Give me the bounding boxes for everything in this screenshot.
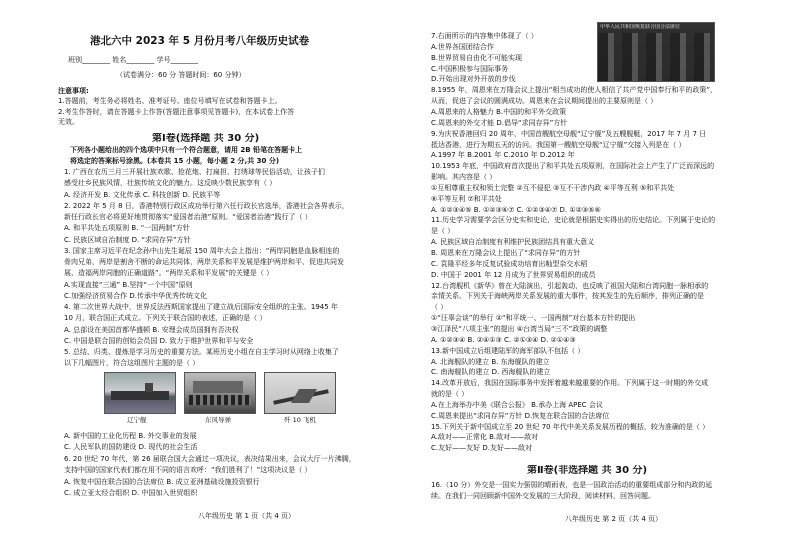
- text-line: A. 新中国的工业化历程 B. 外交事业的发展: [64, 432, 197, 440]
- text-line: 新任行政长官必将更好地贯彻落实“爱国者治港”原则。“爱国者治港”践行了（ ）: [64, 213, 312, 221]
- text-line: A.敌对——正常化 B.敌对——敌对: [431, 433, 539, 442]
- photo-dongfeng-missile: [184, 372, 256, 414]
- text-line: A.实现直接“三通” B.坚持“一个中国”原则: [64, 280, 193, 289]
- text-line: 15.下列关于新中国成立至 20 世纪 70 年代中美关系发展历程的概括，较为准确的是（ ）: [431, 422, 710, 431]
- text-line: 亲情关系。下列关于海峡两岸关系发展的重大事件，按其发生的先后顺序，排列正确的是: [431, 292, 704, 301]
- exam-info: （试卷满分：60 分 答题时间：60 分钟）: [116, 71, 246, 79]
- text-line: 无效。: [58, 118, 79, 127]
- left-page: [58, 0, 390, 547]
- text-line: A.世界各国团结合作: [431, 42, 494, 51]
- section2-title: 第Ⅱ卷(非选择题 共 30 分): [527, 465, 648, 476]
- text-line: 14.改革开放后，我国在国际事务中发挥着越来越重要的作用。下列属于这一时期的外交成: [431, 379, 709, 388]
- text-line: C.中国积极参与国际事务: [431, 64, 509, 73]
- text-line: C. 袁隆平经多年反复试验成功培育出籼型杂交水稻: [431, 259, 588, 268]
- text-line: A.1997 年 B.2001 年 C.2010 年 D.2012 年: [431, 151, 575, 160]
- text-line: 以下几幅图片，符合这组图片主题的是（ ）: [64, 359, 200, 368]
- section1-title: 第Ⅰ卷(选择题 共 30 分): [152, 133, 260, 144]
- text-line: C.加强经济贸易合作 D.传承中华优秀传统文化: [64, 291, 207, 300]
- text-line: 支持中国的国家代表们都在用不同的语言欢呼：“我们胜利了！”这项决议是（ ）: [64, 466, 312, 475]
- text-line: C.周恩来提出“求同存异”方针 D.恢复在联合国的合法席位: [431, 411, 610, 420]
- caption-j10: 歼 10 飞机: [284, 416, 316, 424]
- text-line: 12.台湾舰机《新华》曾在大陆演出，引起轰动，也反映了祖国大陆和台湾同胞一脉相承的: [431, 281, 709, 290]
- text-line: 1.答题前，考生务必将姓名、准考证号、座位号填写在试卷和答题卡上。: [58, 97, 282, 106]
- text-line: A. ①②③④⑤ B. ①②③⑥⑦ C. ①②③④⑦ D. ①②③⑤⑥: [431, 205, 601, 214]
- text-line: 5. 总结、归类、提炼是学习历史的重要方法。某班历史小组在自主学习时从网络上收集了: [64, 348, 339, 356]
- text-line: A.在上海举办中美《联合公报》 B.承办上海 APEC 会议: [431, 400, 603, 409]
- right-page: [427, 0, 769, 547]
- photo-caption: 中华人民共和国恢复联合国合法席位: [600, 24, 681, 30]
- text-line: 影响。其内容是（ ）: [431, 173, 497, 182]
- text-line: 16.（10 分）外交是一国实力强弱的晴雨表，也是一国政治活动的重要组成部分和内政的延: [431, 481, 713, 489]
- text-line: 2.考生作答时，请在答题卡上作答(答题注意事项见答题卡)，在本试卷上作答: [58, 107, 295, 116]
- text-line: D.开始出现对外开放的步伐: [431, 75, 516, 84]
- text-line: （ ）: [431, 303, 448, 312]
- right-footer: 八年级历史 第 2 页（共 4 页）: [565, 515, 663, 523]
- text-line: 骨肉兄弟，两岸是割舍不断的命运共同体，两岸关系和平发展是维护两岸和平、促进共同发: [64, 258, 344, 266]
- text-line: 10 月，联合国正式成立。下列关于联合国的表述，正确的是（ ）: [64, 314, 267, 323]
- text-line: 4. 第二次世界大战中，世界反法西斯国家提出了建立战后国际安全组织的主张。1945 年: [64, 303, 338, 311]
- text-line: 就的是（ ）: [431, 390, 469, 399]
- photo-un-seat-restored: [597, 22, 715, 82]
- text-line: ①“汪辜会谈”的举行 ②“和平统一、一国两制”对台基本方针的提出: [431, 314, 636, 323]
- text-line: C. 成立亚太经合组织 D. 中国加入世贸组织: [64, 489, 198, 497]
- caption-liaoning: 辽宁舰: [127, 416, 147, 424]
- text-line: C. 人民军队的国防建设 D. 现代的社会生活: [64, 443, 198, 452]
- text-line: ③江泽民“八项主张”的提出 ④台湾当局“三不”政策的调整: [431, 324, 608, 333]
- text-line: 续。在我们一同回顾新中国外交发展的三大阶段，阅读材料，回答问题。: [431, 492, 655, 500]
- text-line: A. 和平共处五项原则 B. “一国两制”方针: [64, 224, 190, 233]
- text-line: 3. 国家主席习近平在纪念孙中山先生诞辰 150 周年大会上指出：“两岸同胞是血脉相连的: [64, 246, 340, 255]
- text-line: 将选定的答案标号涂黑。(本卷共 15 小题，每小题 2 分,共 30 分): [70, 156, 280, 165]
- exam-title: 港北六中 2023 年 5 月份月考八年级历史试卷: [90, 35, 310, 47]
- photo-liaoning-carrier: [104, 372, 176, 414]
- text-line: 9.为庆祝香港回归 20 周年，中国首艘航空母舰“辽宁舰”及五艘舰艇，2017 年 7 月 7 日: [431, 129, 707, 138]
- text-line: 展、造福两岸同胞的正确道路”。“两岸关系和平发展”的关键是（ ）: [64, 269, 274, 278]
- text-line: 10.1953 年底，中国政府首次提出了和平共处五项原则，在国际社会上产生了广泛而深远的: [431, 162, 715, 171]
- text-line: C. 中国是联合国的创始会员国 D. 致力于维护世界和平与安全: [64, 336, 254, 345]
- text-line: 7.右面所示的内容集中体现了（ ）: [431, 32, 538, 40]
- text-line: 11.历史学习需要学会区分史实和史论，史论就是根据史实得出的历史结论。下列属于史论的: [431, 216, 716, 225]
- student-fields: 班别________ 姓名________ 学号________: [68, 56, 199, 64]
- text-line: C. 南海舰队的建立 D. 西海舰队的建立: [431, 368, 551, 377]
- text-line: A. 北海舰队的建立 B. 东海舰队的建立: [431, 357, 550, 366]
- text-line: 1. 广西在农历三月三开展壮族欢歌、抢花炮、打扁担、打绣球等民俗活动，让孩子们: [64, 168, 325, 176]
- text-line: ①互相尊重主权和领土完整 ②互不侵犯 ③互不干涉内政 ④平等互利 ⑤和平共处: [431, 183, 675, 192]
- text-line: 抵达香港，进行为期五天的访问。我国第一艘航空母舰“辽宁舰”交接入列是在（ ）: [431, 140, 686, 149]
- text-line: A. 经济开发 B. 文化传承 C. 科技创新 D. 民族平等: [64, 190, 221, 199]
- text-line: 2. 2022 年 5 月 8 日，香港特别行政区成功举行第六任行政长官选举，香港社会各界表示，: [64, 201, 349, 210]
- text-line: 13.新中国成立后组建陆军的海军部队不包括（ ）: [431, 346, 585, 355]
- photo-j10-aircraft: [264, 372, 336, 414]
- text-line: ⑥平等互利 ⑦和平共处: [431, 194, 502, 203]
- text-line: 6. 20 世纪 70 年代，第 26 届联合国大会通过一项决议，表决结果出来，会议大厅一片沸腾，: [64, 454, 356, 463]
- text-line: A.周恩来的人格魅力 B.中国的和平外交政策: [431, 107, 567, 116]
- text-line: C. 民族区域自治制度 D. “求同存异”方针: [64, 235, 191, 244]
- text-line: C.友好——友好 D.友好——敌对: [431, 444, 532, 453]
- text-line: 感受壮乡民族风情，壮族传统文化的魅力。这反映少数民族享有（ ）: [64, 179, 277, 188]
- text-line: A. ①②③④ B. ②④①③ C. ②①③④ D. ②①④③: [431, 335, 576, 344]
- caption-dongfeng: 东风导弹: [205, 416, 231, 424]
- text-line: A. 恢复中国在联合国的合法席位 B. 成立亚洲基础设施投资银行: [64, 477, 260, 486]
- text-line: C.周恩来的外交才能 D.倡导“求同存异”方针: [431, 118, 568, 127]
- text-line: A. 总部设在美国首都华盛顿 B. 安理会成员国拥有否决权: [64, 325, 239, 334]
- text-line: A. 民族区域自治制度有利维护民族团结具有重大意义: [431, 238, 595, 247]
- text-line: 注意事项:: [58, 87, 89, 95]
- text-line: 是（ ）: [431, 227, 455, 236]
- text-line: D. 中国于 2001 年 12 月成为了世界贸易组织的成员: [431, 270, 596, 279]
- text-line: B.世界贸易自由化不可能实现: [431, 53, 523, 62]
- text-line: 下列各小题给出的四个选项中只有一个符合题意，请用 2B 铅笔在答题卡上: [70, 146, 303, 154]
- text-line: 8.1955 年，周恩来在万隆会议上提出“相当成功的使人相信了共产党中国奉行和平的政策”，: [431, 86, 717, 95]
- text-line: B. 周恩来在万隆会议上提出了“求同存异”的方针: [431, 249, 581, 257]
- text-line: 从而，促进了会议的圆满成功。周恩来在会议期间提出的主要原则是（ ）: [431, 97, 658, 106]
- left-footer: 八年级历史 第 1 页（共 4 页）: [198, 512, 296, 520]
